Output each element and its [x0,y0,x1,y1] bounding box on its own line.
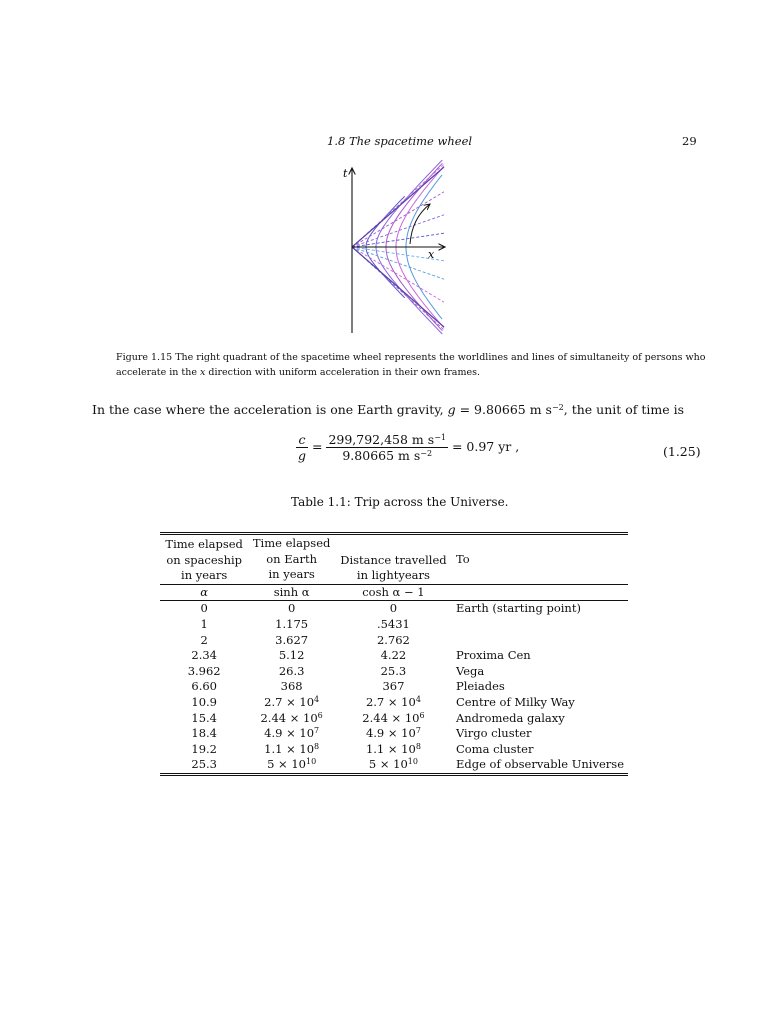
cell-destination: Proxima Cen [455,648,531,663]
equation-result: = 0.97 yr , [447,439,520,454]
speed-over-gravity-fraction [326,432,448,463]
cell-cosh [335,695,452,711]
spacetime-wheel-figure [300,160,500,340]
cosh-value: 2.762 [376,632,410,647]
cell-sinh [248,726,335,742]
cell-sinh [248,664,335,680]
x-axis-label: x [428,248,435,261]
cosh-value: 2.44 × 10 [362,710,420,725]
symbol-alpha: α [160,584,248,601]
cell-cosh [335,726,452,742]
g-variable: g [447,402,456,417]
sinh-exponent: 8 [314,741,320,751]
sinh-value: 3.627 [275,632,309,647]
header-line: in years [268,567,315,582]
symbol-cosh: cosh α − 1 [335,584,452,601]
cell-alpha: 15.4 [191,710,217,725]
denominator [326,448,448,463]
cell-sinh [248,617,335,633]
caption-text-part-1: The right quadrant of the spacetime wheel represents the worldlines and lines of simultaneity of persons who accelerate in the [116,352,706,378]
sinh-exponent: 10 [305,757,317,767]
sinh-exponent: 4 [314,694,320,704]
cell-destination [452,617,628,633]
cosh-exponent: 7 [415,726,421,736]
header-destination [452,534,628,585]
cell-destination: Coma cluster [455,741,534,756]
header-line: on spaceship [166,552,243,567]
header-spaceship-time [160,534,248,585]
cosh-value: .5431 [376,616,410,631]
cell-alpha: 18.4 [191,726,217,741]
cell-cosh [335,742,452,758]
cell-destination: Andromeda galaxy [455,710,565,725]
cosh-value: 25.3 [380,663,407,678]
cell-alpha: 19.2 [191,741,217,756]
equation-1-25 [296,432,706,468]
cell-destination: Pleiades [455,679,505,694]
cell-destination: Vega [455,663,485,678]
sinh-exponent: 6 [317,710,323,720]
cell-sinh [248,679,335,695]
cell-cosh [335,648,452,664]
cell-destination: Earth (starting point) [455,601,581,616]
body-paragraph [92,402,684,417]
caption-text-part-2: direction with uniform acceleration in their own frames. [205,367,480,378]
header-line: Time elapsed [252,536,331,550]
cell-sinh [248,695,335,711]
header-line: To [455,551,470,566]
fraction-g: g [298,448,307,463]
cell-alpha: 2 [200,632,208,647]
cell-cosh [335,679,452,695]
table-row [160,664,628,680]
table-title: Table 1.1: Trip across the Universe. [291,495,509,509]
cosh-exponent: 10 [407,757,418,767]
cell-alpha: 3.962 [187,663,221,678]
numerator-exponent: −1 [434,433,446,442]
sinh-value: 5 × 10 [267,757,306,772]
denominator-exponent: −2 [420,449,433,458]
header-earth-time [248,534,335,585]
table-row [160,679,628,695]
cell-sinh [248,648,335,664]
cell-sinh [248,757,335,774]
cosh-value: 4.22 [380,648,407,663]
cell-alpha: 10.9 [191,694,217,709]
t-axis-label: t [343,167,348,180]
cell-cosh [335,633,452,649]
figure-caption [116,350,706,380]
sinh-value: 368 [280,679,303,694]
table-body [160,601,628,775]
trip-table [160,532,628,776]
cosh-exponent: 6 [419,710,425,720]
sinh-value: 26.3 [278,663,305,678]
trip-table-wrapper [160,532,628,776]
cell-cosh [335,664,452,680]
g-value: = 9.80665 m s [455,402,552,417]
cosh-exponent: 4 [415,694,421,704]
page-number: 29 [682,134,697,148]
running-header-title: 1.8 The spacetime wheel [327,134,473,148]
cell-sinh [248,711,335,727]
fraction-c: c [296,432,308,448]
cosh-value: 4.9 × 10 [365,726,416,741]
c-over-g-fraction [296,432,308,463]
sinh-value: 1.175 [275,616,309,631]
body-text-end: , the unit of time is [563,402,685,417]
table-row [160,757,628,774]
cosh-value: 2.7 × 10 [365,694,416,709]
equals-sign: = [308,439,327,454]
cell-destination: Centre of Milky Way [455,694,575,709]
cell-destination [452,633,628,649]
sinh-value: 5.12 [278,648,305,663]
header-line: in years [181,568,228,583]
header-line: on Earth [266,551,317,566]
table-row [160,633,628,649]
cell-sinh [248,742,335,758]
header-line: Distance travelled [340,552,447,567]
cell-alpha: 25.3 [191,757,217,772]
cell-destination: Edge of observable Universe [455,757,624,772]
caption-label: Figure 1.15 [116,352,173,363]
sinh-value: 4.9 × 10 [264,726,315,741]
symbol-empty [452,584,628,601]
numerator-value: 299,792,458 m s [328,432,435,447]
table-symbol-row [160,584,628,601]
spacetime-wheel-svg [300,160,500,340]
cell-cosh [335,617,452,633]
cell-alpha: 2.34 [191,648,217,663]
sinh-value: 2.7 × 10 [264,694,315,709]
table-row [160,711,628,727]
header-line: in lightyears [356,568,430,583]
table-row [160,726,628,742]
cell-alpha: 6.60 [191,679,217,694]
cell-alpha: 1 [200,616,208,631]
cosh-value: 1.1 × 10 [365,741,416,756]
sinh-value: 1.1 × 10 [264,741,315,756]
cell-sinh [248,633,335,649]
cosh-exponent: 8 [415,741,421,751]
cell-sinh [248,601,335,617]
sinh-value: 2.44 × 10 [260,710,318,725]
cell-cosh [335,601,452,617]
g-exponent: −2 [551,403,564,412]
table-header-row [160,534,628,585]
cosh-value: 5 × 10 [368,757,408,772]
cell-cosh [335,757,452,774]
denominator-value: 9.80665 m s [342,448,421,463]
sinh-exponent: 7 [314,726,320,736]
cosh-value: 367 [382,679,405,694]
cell-alpha: 0 [200,601,208,616]
header-line: Time elapsed [165,537,243,551]
cosh-value: 0 [389,601,398,616]
table-row [160,601,628,617]
simultaneity-line [352,215,444,247]
body-text-start: In the case where the acceleration is one Earth gravity, [92,402,448,417]
table-row [160,648,628,664]
equation-number: (1.25) [663,444,701,459]
symbol-sinh: sinh α [248,584,335,601]
table-row [160,617,628,633]
caption-variable: x [200,367,206,378]
numerator [326,432,448,448]
cell-cosh [335,711,452,727]
cell-destination: Virgo cluster [455,726,532,741]
table-row [160,695,628,711]
header-distance [335,534,452,585]
table-row [160,742,628,758]
sinh-value: 0 [287,601,296,616]
